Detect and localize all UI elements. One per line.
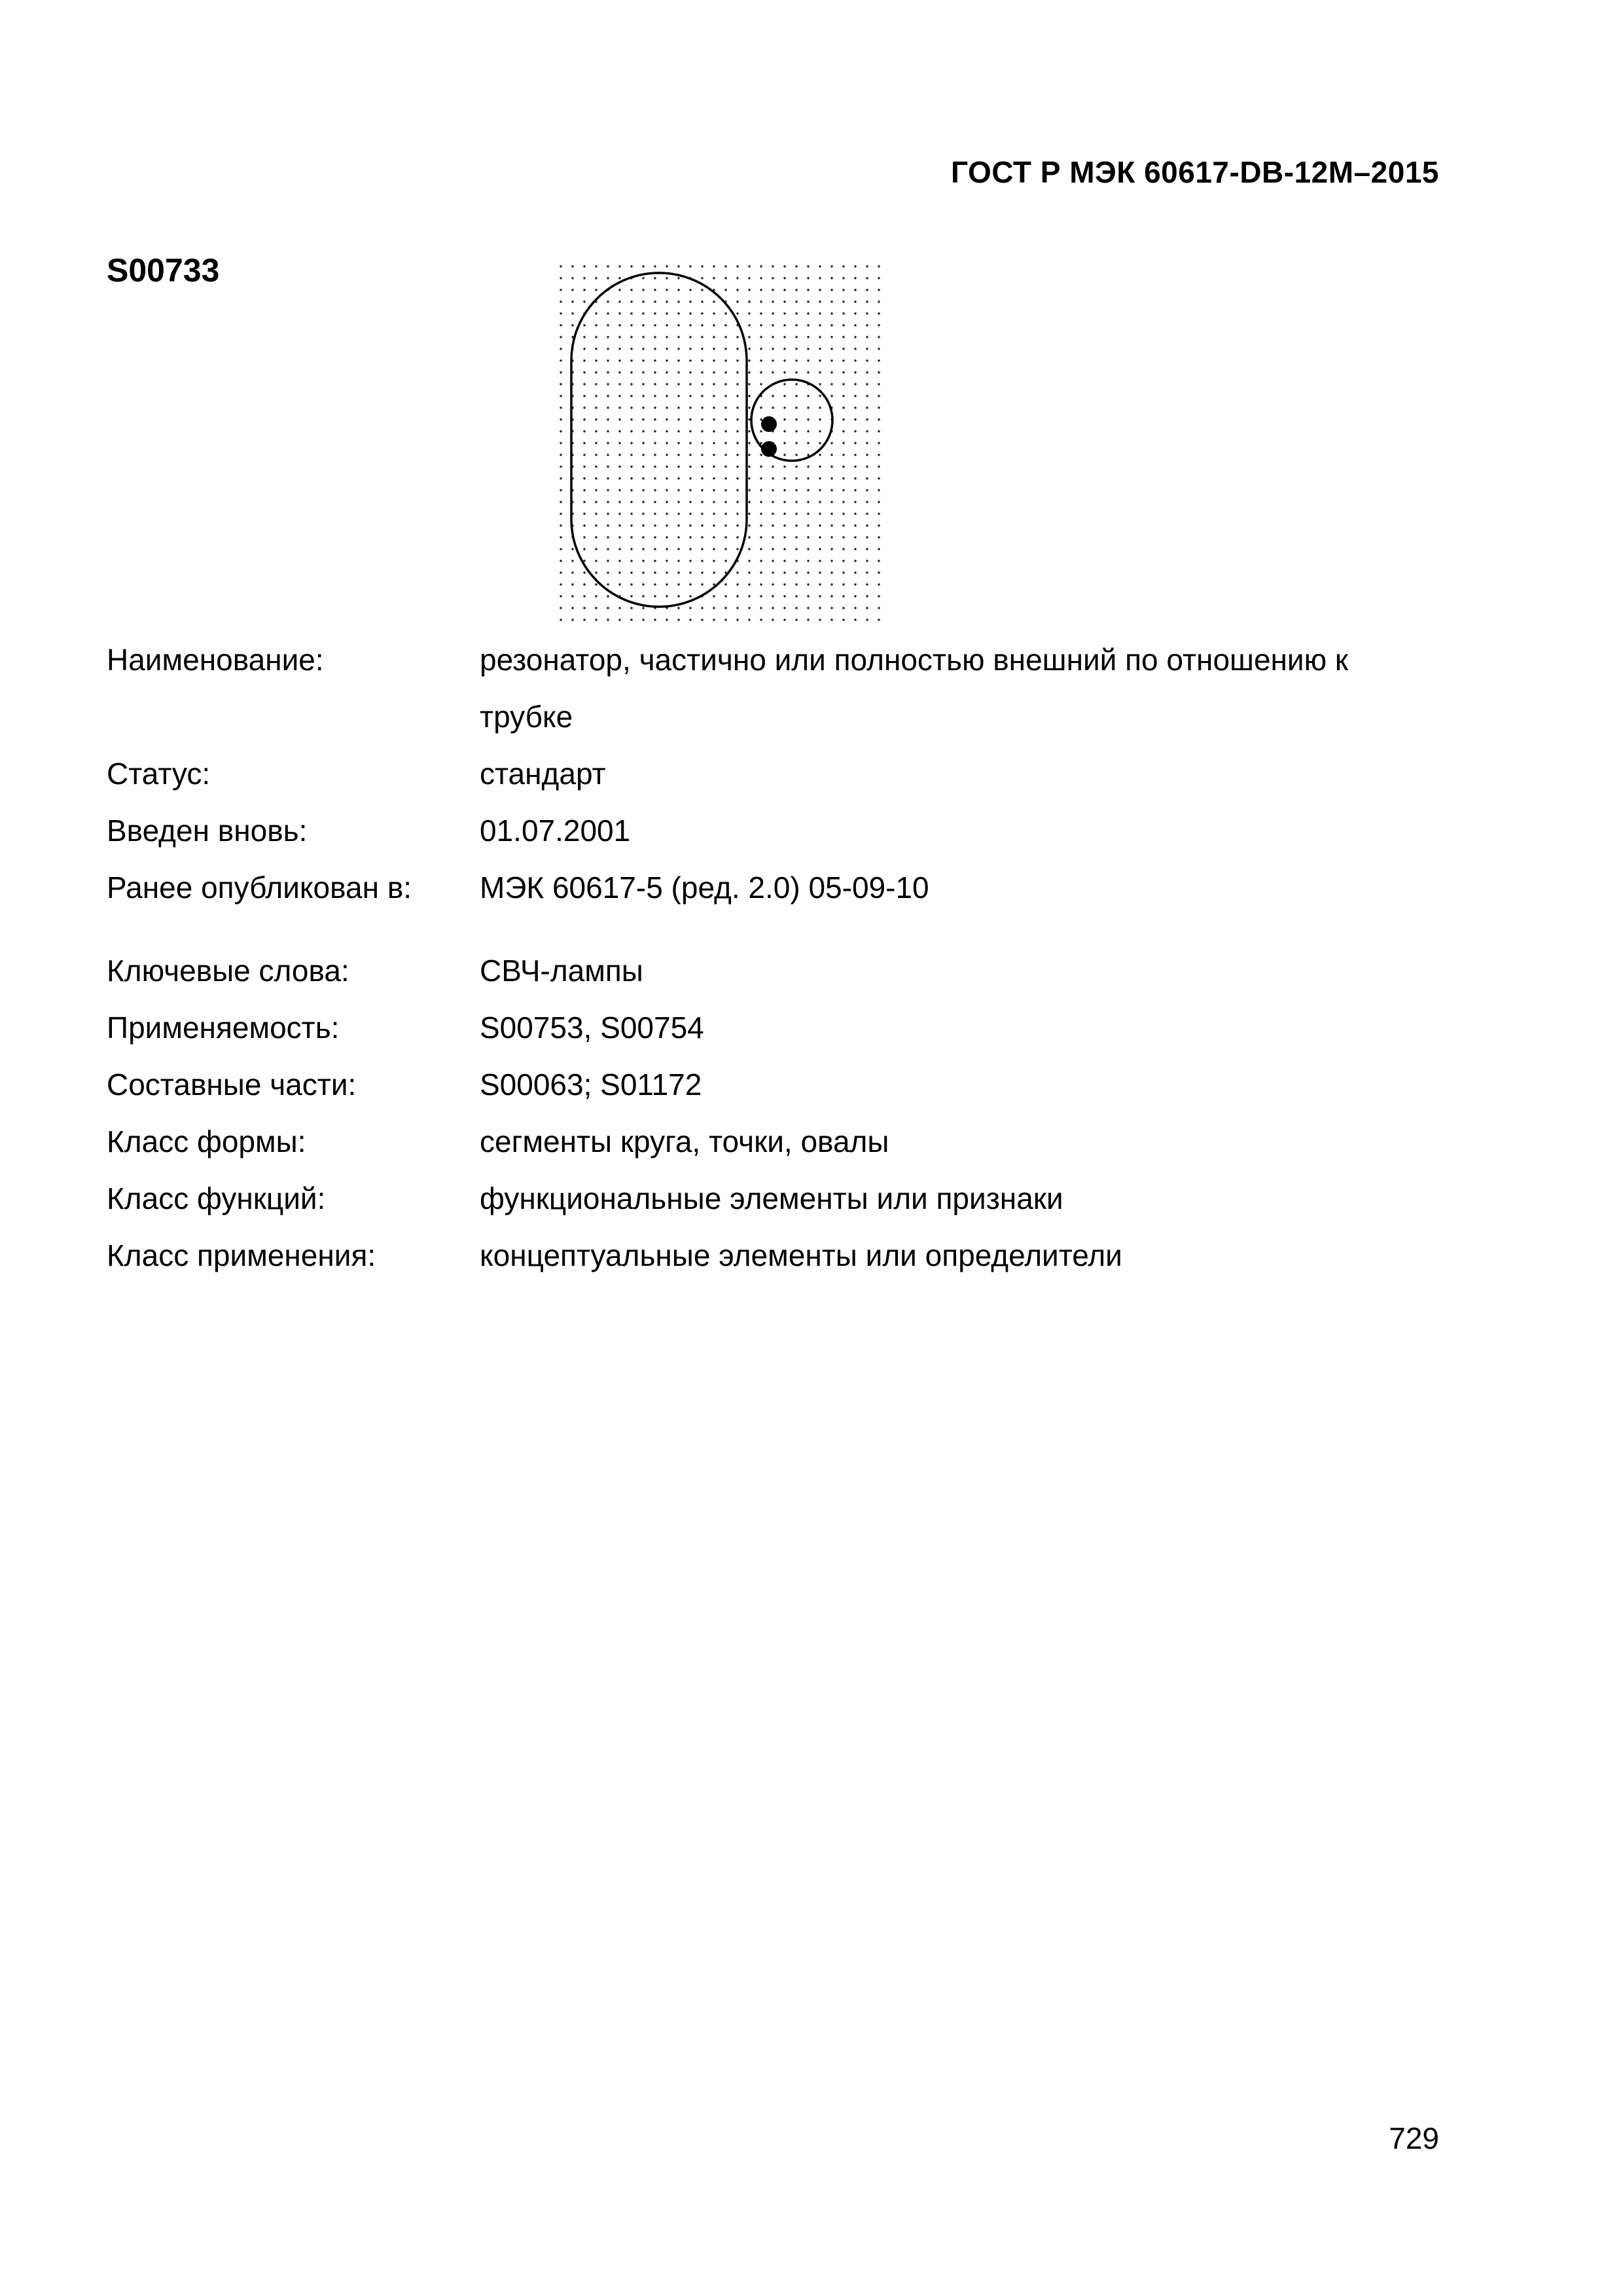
property-row-previously-published [107,859,1481,916]
property-label: Составные части: [107,1067,357,1102]
dot-grid-background [553,257,880,623]
property-label: Применяемость: [107,1011,340,1045]
property-value: СВЧ-лампы [480,954,643,988]
connection-dot-upper [761,416,777,432]
symbol-properties [107,632,1481,1284]
property-row-function-class [107,1170,1481,1227]
property-value: S00063; S01172 [480,1067,702,1102]
property-row-status [107,745,1481,802]
symbol-drawing [543,249,890,628]
property-value: функциональные элементы или признаки [480,1181,1063,1215]
property-label: Класс формы: [107,1124,306,1158]
page-number: 729 [1389,2121,1439,2155]
connection-dot-lower [761,441,777,457]
property-value: сегменты круга, точки, овалы [480,1124,889,1158]
property-value: резонатор, частично или полностью внешний по отношению к трубке [480,643,1349,734]
property-label: Класс функций: [107,1181,326,1215]
property-value: стандарт [480,757,606,791]
property-row-components [107,1056,1481,1113]
property-label: Ранее опубликован в: [107,870,412,905]
property-row-name [107,632,1481,745]
property-value: S00753, S00754 [480,1011,704,1045]
property-label: Класс применения: [107,1238,376,1272]
property-row-shape-class [107,1113,1481,1170]
symbol-code: S00733 [107,252,220,289]
standard-header: ГОСТ Р МЭК 60617-DB-12M–2015 [951,155,1439,189]
property-value: концептуальные элементы или определители [480,1238,1122,1272]
property-row-application-class [107,1227,1481,1284]
property-row-applicability [107,999,1481,1056]
property-value: 01.07.2001 [480,814,631,848]
property-label: Наименование: [107,643,324,677]
property-label: Статус: [107,757,211,791]
property-label: Введен вновь: [107,814,308,848]
property-row-keywords [107,942,1481,999]
property-row-introduced [107,802,1481,859]
property-value: МЭК 60617-5 (ред. 2.0) 05-09-10 [480,870,929,905]
property-label: Ключевые слова: [107,954,349,988]
